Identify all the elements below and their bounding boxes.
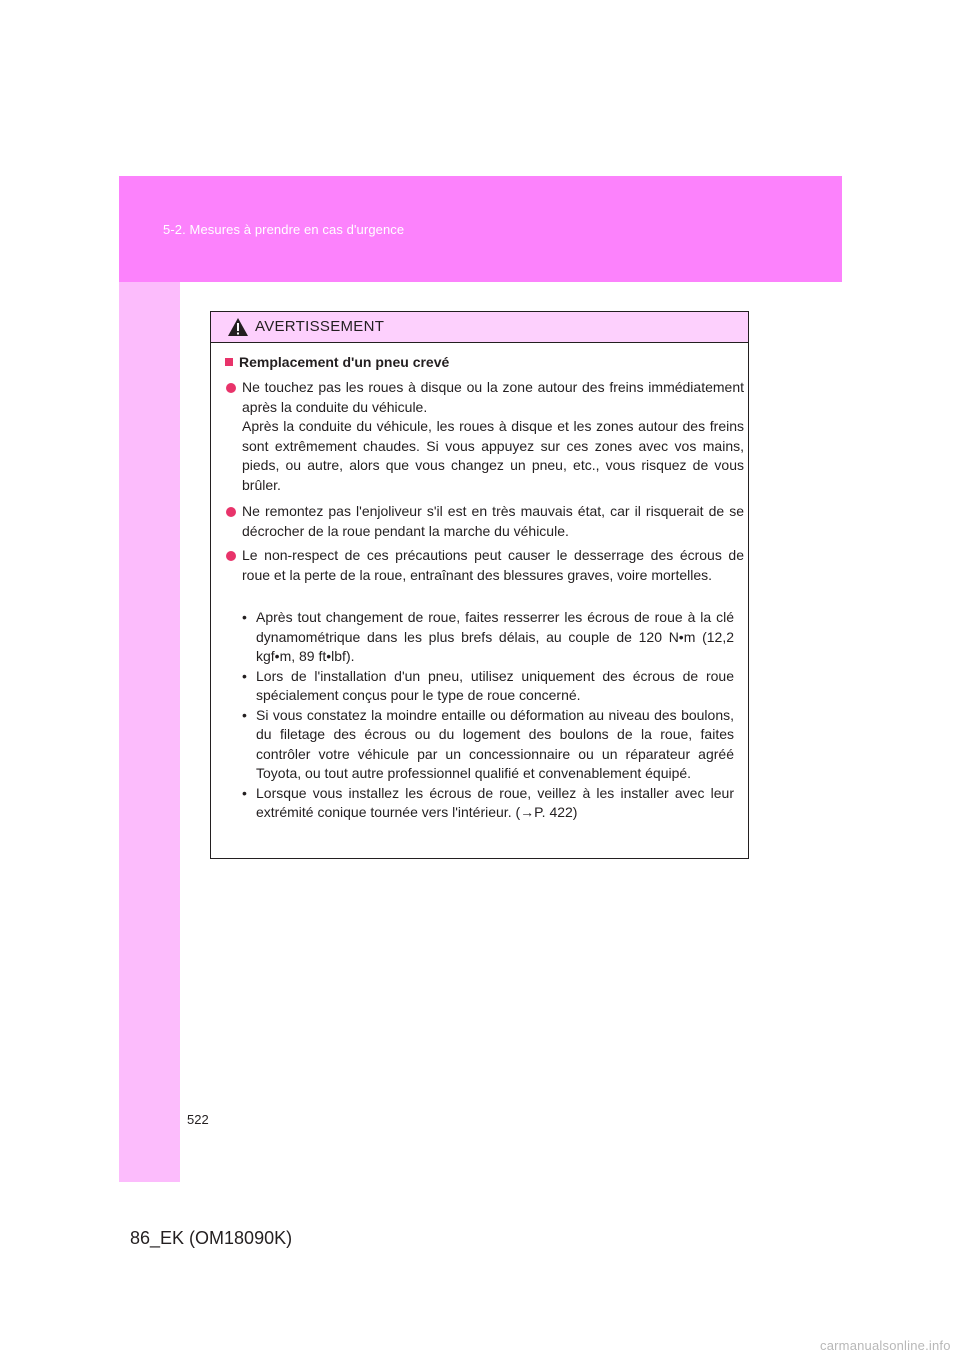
warning-box <box>210 311 749 859</box>
list-item: Le non-respect de ces précautions peut causer le desserrage des écrous de roue et la perte de la roue, entraînant des blessures graves, voire mortelles. <box>242 546 744 585</box>
circle-bullet-icon <box>226 383 236 393</box>
warning-triangle-icon <box>227 317 249 337</box>
list-item: Ne touchez pas les roues à disque ou la zone autour des freins immédiatement après la conduite du véhicule. Après la conduite du véhicule, les roues à disque et les zones autour des freins sont extrêmement chaudes. Si vous appuyez sur ces zones avec vos mains, pieds, ou autre, alors que vous changez un pneu, etc., vous risquez de vous brûler. <box>242 378 744 495</box>
page-number: 522 <box>187 1112 209 1127</box>
warning-header <box>211 312 748 343</box>
watermark: carmanualsonline.info <box>820 1338 951 1353</box>
sub-list-item: • Si vous constatez la moindre entaille ou déformation au niveau des boulons, du filetage des écrous ou du logement des boulons de la roue, faites contrôler votre véhicule par un concessionnaire ou un réparateur agréé Toyota, ou tout autre professionnel qualifié et convenablement équipé. <box>242 706 734 781</box>
sub-list-item: • Après tout changement de roue, faites resserrer les écrous de roue à la clé dynamométrique dans les plus brefs délais, au couple de 120 N•m (12,2 kgf•m, 89 ft•lbf). <box>242 609 734 664</box>
document-code: 86_EK (OM18090K) <box>130 1228 293 1248</box>
section-heading: Remplacement d'un pneu crevé <box>225 354 449 370</box>
sub-list-item: • Lorsque vous installez les écrous de roue, veillez à les installer avec leur extrémité conique tournée vers l'intérieur. (→P. 422) <box>242 784 734 820</box>
section-header: 5-2. Mesures à prendre en cas d'urgence <box>163 222 405 237</box>
circle-bullet-icon <box>226 507 236 517</box>
circle-bullet-icon <box>226 551 236 561</box>
square-bullet-icon <box>225 358 233 366</box>
sub-list <box>242 608 734 823</box>
sub-list-item: • Lors de l'installation d'un pneu, utilisez uniquement des écrous de roue spécialement conçus pour le type de roue concerné. <box>242 667 734 703</box>
warning-title: AVERTISSEMENT <box>255 318 385 335</box>
list-item: Ne remontez pas l'enjoliveur s'il est en très mauvais état, car il risquerait de se décrocher de la roue pendant la marche du véhicule. <box>242 502 744 541</box>
